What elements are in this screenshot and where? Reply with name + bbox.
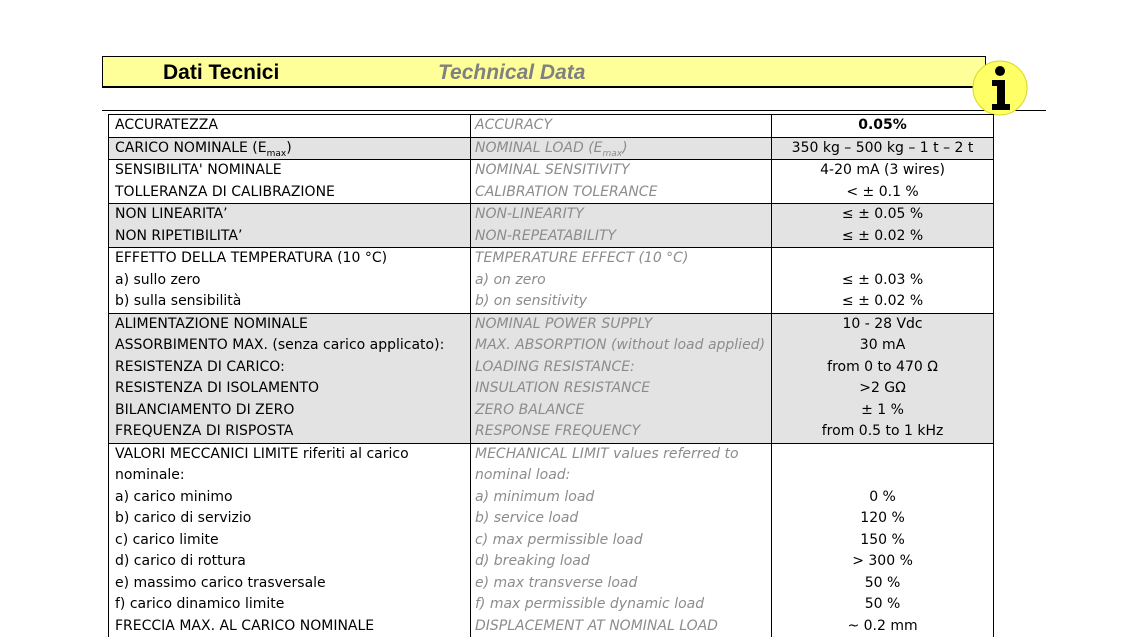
table-row [109,378,994,400]
label-it: c) carico limite [109,530,471,552]
label-en: MAX. ABSORPTION (without load applied) [471,335,772,357]
table-row [109,313,994,335]
technical-data-table [108,114,994,637]
label-it-text: CARICO NOMINALE (E [115,139,267,156]
title-english: Technical Data [438,61,586,84]
table-row [109,291,994,313]
value-cell: >2 GΩ [772,378,994,400]
label-it: NON RIPETIBILITA’ [109,226,471,248]
label-it: ACCURATEZZA [109,115,471,138]
label-it: TOLLERANZA DI CALIBRAZIONE [109,182,471,204]
label-en: RESPONSE FREQUENCY [471,421,772,443]
table-row [109,270,994,292]
label-it: d) carico di rottura [109,551,471,573]
value-cell: 10 - 28 Vdc [772,313,994,335]
value-cell: ± 1 % [772,400,994,422]
label-en: c) max permissible load [471,530,772,552]
value-cell: 350 kg – 500 kg – 1 t – 2 t [772,137,994,160]
label-it: ASSORBIMENTO MAX. (senza carico applicato): [109,335,471,357]
info-icon [970,58,1030,118]
table-row [109,465,994,487]
table-row [109,508,994,530]
label-it: f) carico dinamico limite [109,594,471,616]
label-en: ZERO BALANCE [471,400,772,422]
label-it: RESISTENZA DI CARICO: [109,357,471,379]
value-cell: ≤ ± 0.05 % [772,204,994,226]
label-en: nominal load: [471,465,772,487]
value-cell [772,248,994,270]
label-en: a) minimum load [471,487,772,509]
value-cell: 4-20 mA (3 wires) [772,160,994,182]
title-italian: Dati Tecnici [163,61,280,84]
table-row [109,400,994,422]
section-header [102,56,986,88]
label-en: MECHANICAL LIMIT values referred to [471,443,772,465]
label-en [471,137,772,160]
label-it: VALORI MECCANICI LIMITE riferiti al carico [109,443,471,465]
label-en: NON-REPEATABILITY [471,226,772,248]
value-cell: from 0 to 470 Ω [772,357,994,379]
label-en: TEMPERATURE EFFECT (10 °C) [471,248,772,270]
label-it: BILANCIAMENTO DI ZERO [109,400,471,422]
value-cell: 50 % [772,594,994,616]
value-cell: 30 mA [772,335,994,357]
label-it-close: ) [286,139,292,156]
label-en: b) service load [471,508,772,530]
label-it: EFFETTO DELLA TEMPERATURA (10 °C) [109,248,471,270]
label-en: ACCURACY [471,115,772,138]
value-cell: ≤ ± 0.03 % [772,270,994,292]
value-cell: 0 % [772,487,994,509]
label-en: d) breaking load [471,551,772,573]
table-row [109,182,994,204]
label-it: a) carico minimo [109,487,471,509]
table-row [109,160,994,182]
table-row [109,573,994,595]
value-cell: 50 % [772,573,994,595]
label-it: a) sullo zero [109,270,471,292]
label-it: FREQUENZA DI RISPOSTA [109,421,471,443]
value-cell: from 0.5 to 1 kHz [772,421,994,443]
label-it: RESISTENZA DI ISOLAMENTO [109,378,471,400]
value-cell: 120 % [772,508,994,530]
label-en-text: NOMINAL LOAD (E [475,139,603,156]
label-it: SENSIBILITA' NOMINALE [109,160,471,182]
table-row [109,248,994,270]
label-it: b) sulla sensibilità [109,291,471,313]
value-cell: ≤ ± 0.02 % [772,291,994,313]
label-en-close: ) [622,139,628,156]
label-en: b) on sensitivity [471,291,772,313]
table-row [109,616,994,638]
value-cell: ≤ ± 0.02 % [772,226,994,248]
label-it: FRECCIA MAX. AL CARICO NOMINALE [109,616,471,638]
table-row [109,551,994,573]
header-divider [102,110,1046,111]
value-cell: > 300 % [772,551,994,573]
label-it: e) massimo carico trasversale [109,573,471,595]
table-row [109,335,994,357]
label-it [109,137,471,160]
label-en: a) on zero [471,270,772,292]
label-it: nominale: [109,465,471,487]
table-row [109,530,994,552]
label-en: CALIBRATION TOLERANCE [471,182,772,204]
label-en: e) max transverse load [471,573,772,595]
label-en: f) max permissible dynamic load [471,594,772,616]
label-it: ALIMENTAZIONE NOMINALE [109,313,471,335]
label-it: b) carico di servizio [109,508,471,530]
table-row [109,204,994,226]
value-cell [772,443,994,465]
value-cell: 0.05% [772,115,994,138]
table-row [109,137,994,160]
table-row [109,357,994,379]
table-row [109,226,994,248]
label-en: NON-LINEARITY [471,204,772,226]
label-en: LOADING RESISTANCE: [471,357,772,379]
table-row [109,487,994,509]
label-it-sub: max [266,148,287,159]
label-it: NON LINEARITA’ [109,204,471,226]
label-en: NOMINAL POWER SUPPLY [471,313,772,335]
table-row [109,115,994,138]
label-en: INSULATION RESISTANCE [471,378,772,400]
table-row [109,594,994,616]
label-en-sub: max [602,148,623,159]
value-cell: 150 % [772,530,994,552]
value-cell: ~ 0.2 mm [772,616,994,638]
label-en: NOMINAL SENSITIVITY [471,160,772,182]
value-cell: < ± 0.1 % [772,182,994,204]
value-cell [772,465,994,487]
label-en: DISPLACEMENT AT NOMINAL LOAD [471,616,772,638]
table-row [109,443,994,465]
table-row [109,421,994,443]
